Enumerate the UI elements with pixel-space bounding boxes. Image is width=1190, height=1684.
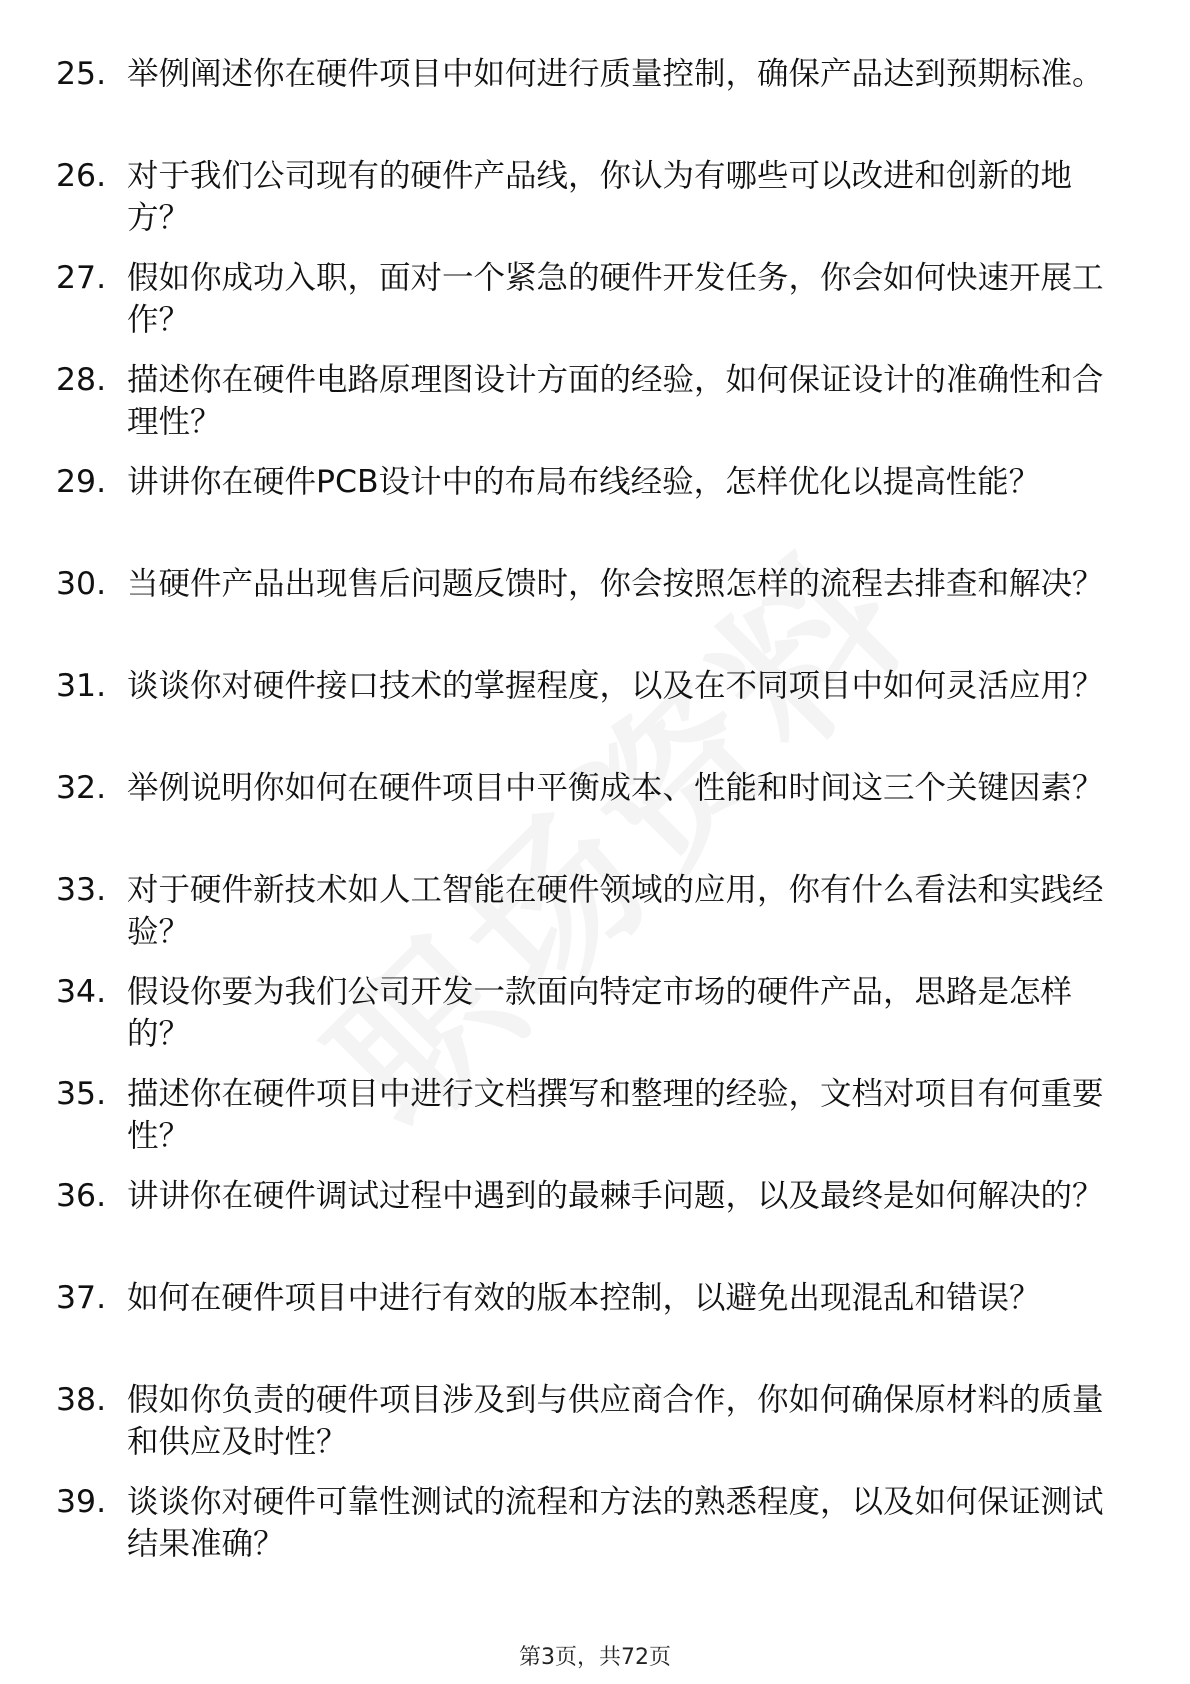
- question-item: [56, 869, 1126, 953]
- question-text: 假如你成功入职，面对一个紧急的硬件开发任务，你会如何快速开展工作？: [127, 260, 1104, 338]
- question-text: 讲讲你在硬件调试过程中遇到的最棘手问题，以及最终是如何解决的？: [127, 1178, 1104, 1214]
- question-number: 27.: [56, 260, 107, 296]
- question-item: [56, 1481, 1126, 1565]
- question-text: 假如你负责的硬件项目涉及到与供应商合作，你如何确保原材料的质量和供应及时性？: [127, 1382, 1104, 1460]
- question-number: 34.: [56, 974, 107, 1010]
- question-item: [56, 767, 1126, 851]
- question-text: 描述你在硬件电路原理图设计方面的经验，如何保证设计的准确性和合理性？: [127, 362, 1104, 440]
- question-number: 38.: [56, 1382, 107, 1418]
- question-text: 描述你在硬件项目中进行文档撰写和整理的经验，文档对项目有何重要性？: [127, 1076, 1104, 1154]
- question-item: [56, 257, 1126, 341]
- question-text: 举例阐述你在硬件项目中如何进行质量控制，确保产品达到预期标准。: [127, 56, 1104, 92]
- question-item: [56, 971, 1126, 1055]
- question-number: 33.: [56, 872, 107, 908]
- question-text: 讲讲你在硬件PCB设计中的布局布线经验，怎样优化以提高性能？: [127, 464, 1041, 500]
- question-number: 37.: [56, 1280, 107, 1316]
- question-number: 26.: [56, 158, 107, 194]
- question-item: [56, 1379, 1126, 1463]
- question-text: 对于硬件新技术如人工智能在硬件领域的应用，你有什么看法和实践经验？: [127, 872, 1104, 950]
- question-text: 举例说明你如何在硬件项目中平衡成本、性能和时间这三个关键因素？: [127, 770, 1104, 806]
- question-number: 29.: [56, 464, 107, 500]
- question-item: [56, 563, 1126, 647]
- question-number: 36.: [56, 1178, 107, 1214]
- question-item: [56, 1277, 1126, 1361]
- question-item: [56, 359, 1126, 443]
- question-item: [56, 1073, 1126, 1157]
- page-footer: 第3页，共72页: [519, 1645, 671, 1670]
- question-item: [56, 461, 1126, 545]
- question-number: 31.: [56, 668, 107, 704]
- question-number: 32.: [56, 770, 107, 806]
- question-text: 当硬件产品出现售后问题反馈时，你会按照怎样的流程去排查和解决？: [127, 566, 1104, 602]
- question-text: 如何在硬件项目中进行有效的版本控制，以避免出现混乱和错误？: [127, 1280, 1041, 1316]
- question-number: 30.: [56, 566, 107, 602]
- question-number: 25.: [56, 56, 107, 92]
- question-number: 39.: [56, 1484, 107, 1520]
- question-text: 对于我们公司现有的硬件产品线，你认为有哪些可以改进和创新的地方？: [127, 158, 1073, 236]
- question-item: [56, 53, 1126, 137]
- question-item: [56, 665, 1126, 749]
- question-text: 谈谈你对硬件接口技术的掌握程度，以及在不同项目中如何灵活应用？: [127, 668, 1104, 704]
- question-list: [56, 53, 1126, 1583]
- question-number: 28.: [56, 362, 107, 398]
- question-text: 假设你要为我们公司开发一款面向特定市场的硬件产品，思路是怎样的？: [127, 974, 1073, 1052]
- question-number: 35.: [56, 1076, 107, 1112]
- question-item: [56, 155, 1126, 239]
- question-text: 谈谈你对硬件可靠性测试的流程和方法的熟悉程度，以及如何保证测试结果准确？: [127, 1484, 1104, 1562]
- question-item: [56, 1175, 1126, 1259]
